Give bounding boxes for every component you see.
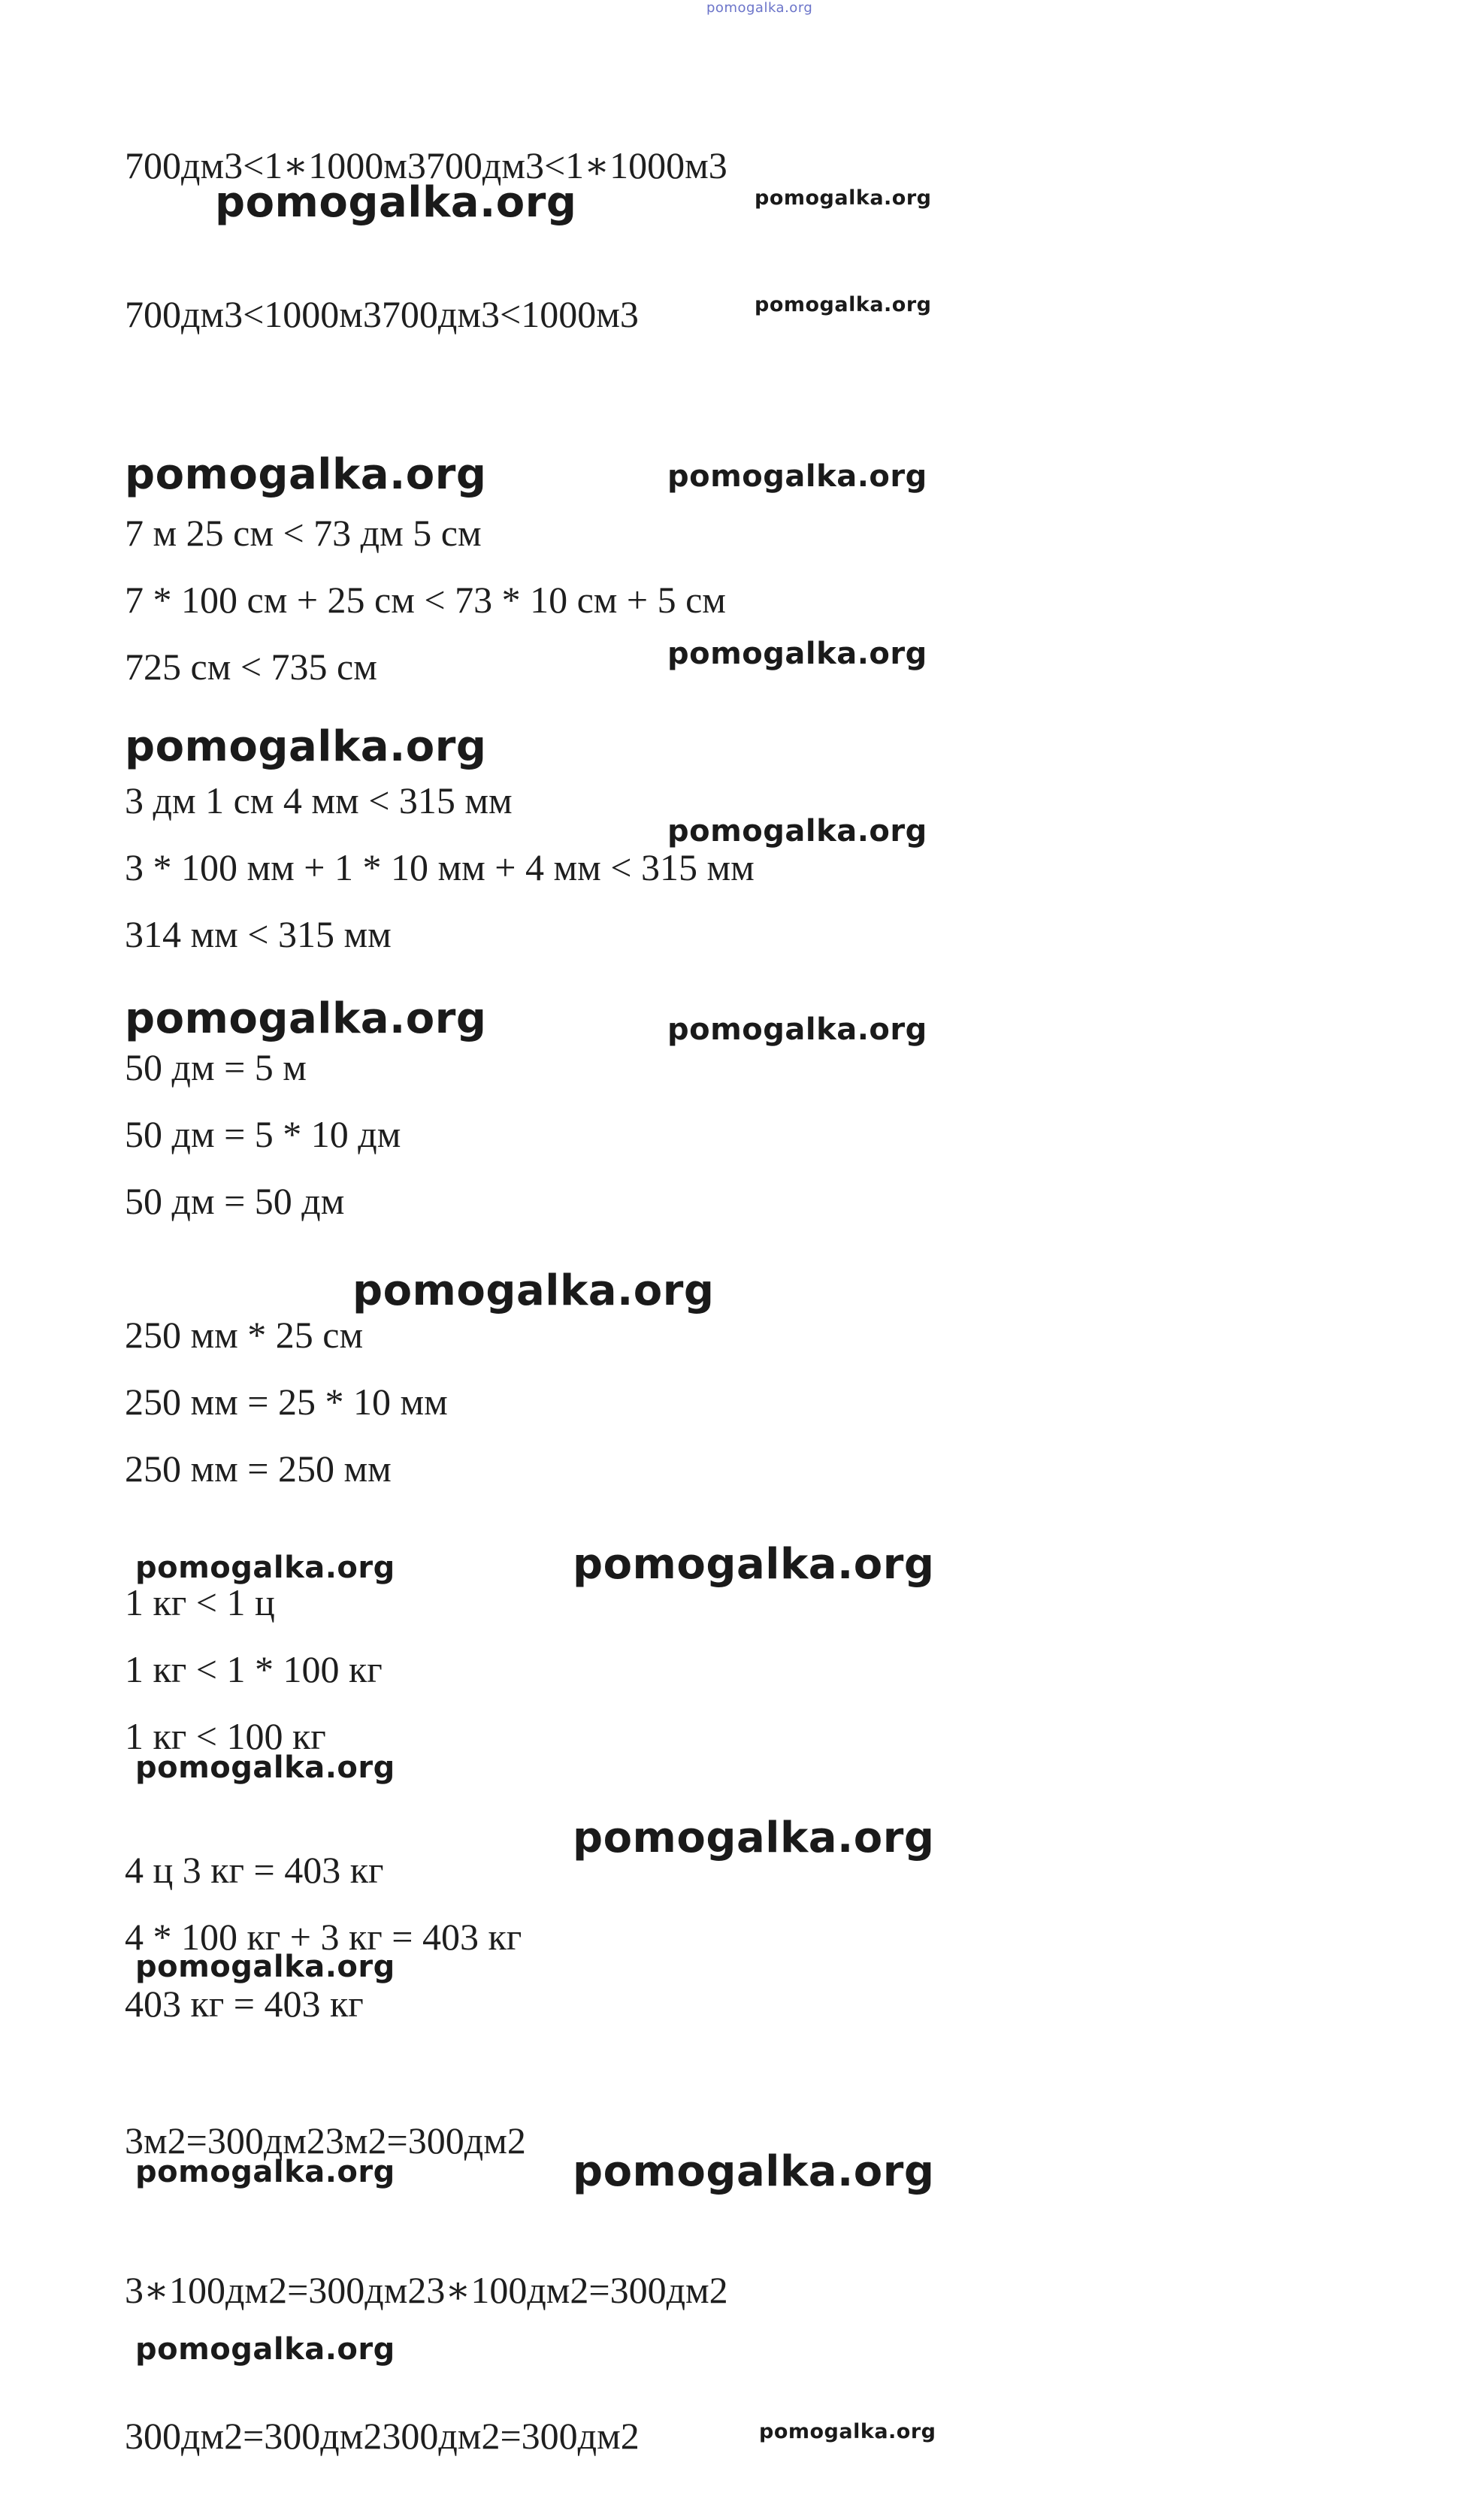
math-line-11: 50 дм = 50 дм xyxy=(125,1180,345,1222)
watermark: pomogalka.org xyxy=(573,1814,935,1862)
watermark: pomogalka.org xyxy=(215,178,577,227)
watermark: pomogalka.org xyxy=(667,459,927,494)
header-watermark: pomogalka.org xyxy=(706,0,813,16)
watermark: pomogalka.org xyxy=(573,2147,935,2196)
math-line-21: 3м2=300дм23м2=300дм2 xyxy=(125,2119,526,2162)
watermark: pomogalka.org xyxy=(573,1540,935,1589)
watermark: pomogalka.org xyxy=(667,1012,927,1047)
watermark: pomogalka.org xyxy=(125,722,487,771)
watermark: pomogalka.org xyxy=(667,814,927,849)
watermark: pomogalka.org xyxy=(759,2420,936,2443)
watermark: pomogalka.org xyxy=(135,2332,395,2367)
math-line-22: 3∗100дм2=300дм23∗100дм2=300дм2 xyxy=(125,2269,728,2311)
math-line-3: 7 м 25 см < 73 дм 5 см xyxy=(125,512,482,554)
math-line-8: 314 мм < 315 мм xyxy=(125,913,392,955)
watermark: pomogalka.org xyxy=(352,1266,715,1315)
math-line-5: 725 см < 735 см xyxy=(125,646,377,688)
math-line-1: 700дм3<1∗1000м3700дм3<1∗1000м3 xyxy=(125,144,727,186)
math-line-9: 50 дм = 5 м xyxy=(125,1046,307,1088)
watermark: pomogalka.org xyxy=(755,186,932,210)
watermark: pomogalka.org xyxy=(125,994,487,1043)
math-line-23: 300дм2=300дм2300дм2=300дм2 xyxy=(125,2415,640,2457)
math-line-4: 7 * 100 см + 25 см < 73 * 10 см + 5 см xyxy=(125,579,726,621)
watermark: pomogalka.org xyxy=(135,1950,395,1984)
math-line-17: 1 кг < 100 кг xyxy=(125,1715,326,1757)
watermark: pomogalka.org xyxy=(135,1550,395,1585)
math-line-19: 4 * 100 кг + 3 кг = 403 кг xyxy=(125,1916,522,1958)
watermark: pomogalka.org xyxy=(667,637,927,671)
watermark: pomogalka.org xyxy=(135,1750,395,1785)
math-line-10: 50 дм = 5 * 10 дм xyxy=(125,1113,401,1155)
math-line-2: 700дм3<1000м3700дм3<1000м3 xyxy=(125,293,639,335)
watermark: pomogalka.org xyxy=(135,2155,395,2189)
watermark: pomogalka.org xyxy=(755,293,932,316)
math-line-18: 4 ц 3 кг = 403 кг xyxy=(125,1849,384,1891)
math-line-20: 403 кг = 403 кг xyxy=(125,1983,364,2025)
watermark: pomogalka.org xyxy=(125,450,487,499)
math-line-7: 3 * 100 мм + 1 * 10 мм + 4 мм < 315 мм xyxy=(125,846,755,888)
math-line-15: 1 кг < 1 ц xyxy=(125,1581,275,1623)
math-line-16: 1 кг < 1 * 100 кг xyxy=(125,1648,383,1690)
math-line-12: 250 мм * 25 см xyxy=(125,1314,364,1356)
math-line-13: 250 мм = 25 * 10 мм xyxy=(125,1381,448,1423)
math-line-6: 3 дм 1 см 4 мм < 315 мм xyxy=(125,779,513,821)
math-line-14: 250 мм = 250 мм xyxy=(125,1448,392,1490)
